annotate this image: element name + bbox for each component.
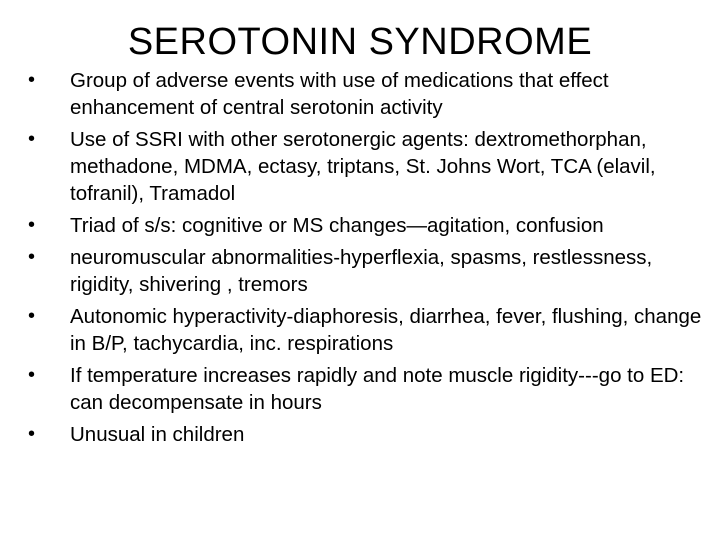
bullet-text: Autonomic hyperactivity-diaphoresis, diarrhea, fever, flushing, change in B/P, tachycardia, inc. respirations <box>70 305 702 355</box>
bullet-text: Group of adverse events with use of medications that effect enhancement of central serotonin activity <box>70 69 609 119</box>
bullet-item <box>28 126 708 207</box>
bullet-text: Triad of s/s: cognitive or MS changes—agitation, confusion <box>70 214 604 237</box>
bullet-item <box>28 212 708 239</box>
bullet-icon: • <box>28 246 36 268</box>
bullet-item <box>28 421 708 448</box>
bullet-text: Use of SSRI with other serotonergic agents: dextromethorphan, methadone, MDMA, ectasy, triptans, St. Johns Wort, TCA (elavil, tofranil), Tramadol <box>70 128 656 205</box>
bullet-icon: • <box>28 364 36 386</box>
bullet-text: Unusual in children <box>70 423 245 446</box>
bullet-item <box>28 303 708 357</box>
bullet-list <box>28 67 708 453</box>
bullet-text: neuromuscular abnormalities-hyperflexia, spasms, restlessness, rigidity, shivering , tremors <box>70 246 653 296</box>
bullet-icon: • <box>28 214 36 236</box>
bullet-icon: • <box>28 423 36 445</box>
bullet-item <box>28 67 708 121</box>
bullet-icon: • <box>28 69 36 91</box>
slide-title: SEROTONIN SYNDROME <box>127 21 593 63</box>
bullet-item <box>28 244 708 298</box>
bullet-icon: • <box>28 305 36 327</box>
bullet-item <box>28 362 708 416</box>
bullet-text: If temperature increases rapidly and note muscle rigidity---go to ED: can decompensate in hours <box>70 364 685 414</box>
bullet-icon: • <box>28 128 36 150</box>
